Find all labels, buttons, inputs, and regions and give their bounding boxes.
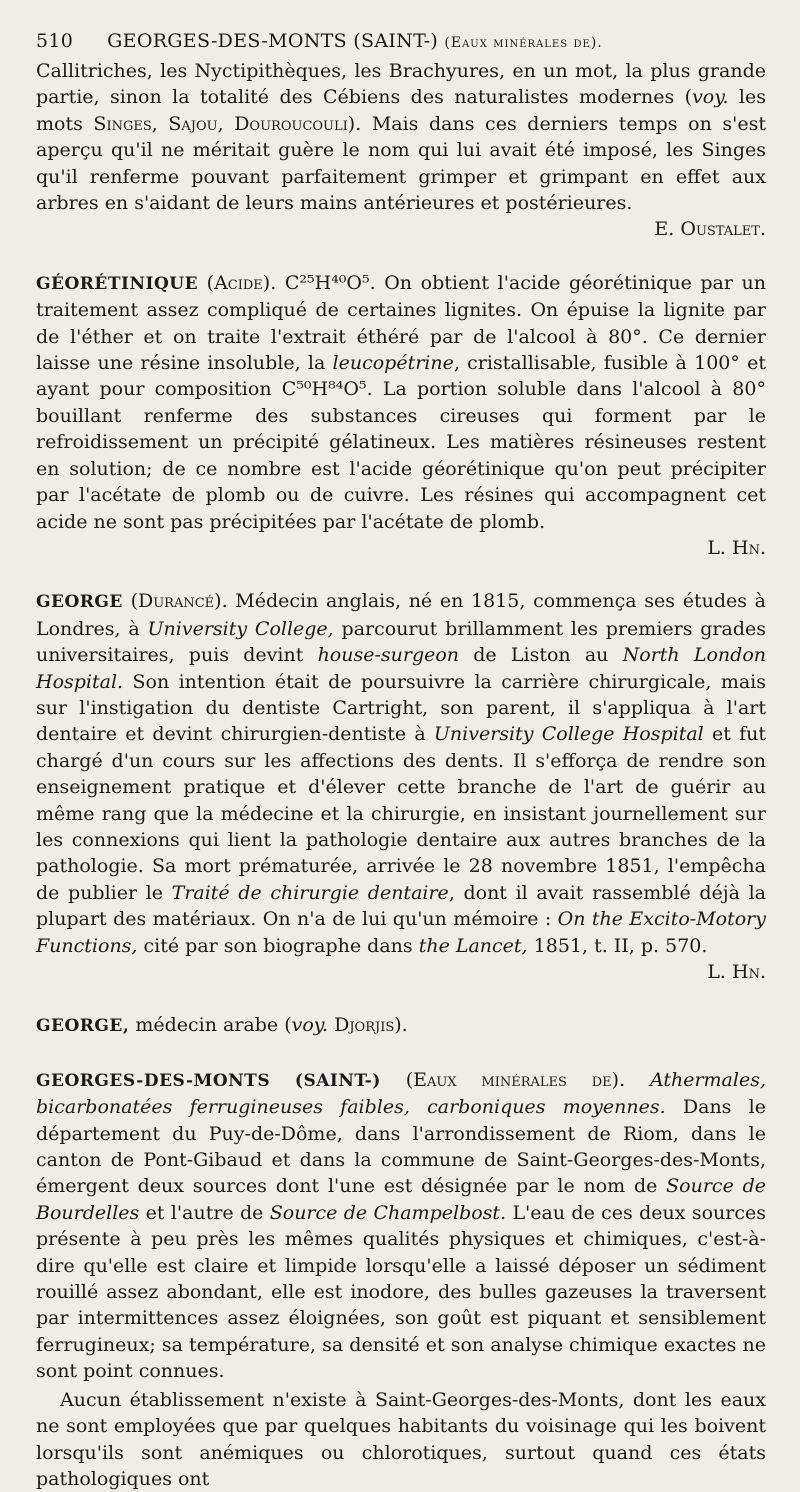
author-signature: E. Oustalet. <box>654 218 766 241</box>
entry-georetinique: GÉORÉTINIQUE (Acide). C²⁵H⁴⁰O⁵. On obtient l'acide géorétinique par un traitement assez compliqué de certaines lignites. On épuise la lignite par de l'éther et on traite l'extrait éthéré par de l'alcool à 80°. Ce dernier laisse une résine insoluble, la leucopétrine, cristallisable, fusible à 100° et ayant pour composition C⁵⁰H⁸⁴O⁵. La portion soluble dans l'alcool à 80° bouillant renferme des substances cireuses qui forment par le refroidissement un précipité gélatineux. Les matières résineuses restent en solution; de ce nombre est l'acide géorétinique qu'on peut précipiter par l'acétate de plomb ou de cuivre. Les résines qui accompagnent cet acide ne sont pas précipitées par l'acétate de plomb. L. Hn. <box>36 270 766 561</box>
entry-headword: GEORGE <box>36 592 123 613</box>
running-header <box>36 30 766 52</box>
page-number: 510 <box>36 30 74 52</box>
chemical-formula: C⁵⁰H⁸⁴O⁵ <box>281 378 367 401</box>
entry-headword: GÉORÉTINIQUE <box>36 273 199 294</box>
entry-george-arabe: GEORGE, médecin arabe (voy. Djorjis). <box>36 1014 408 1037</box>
entry-continuation: Callitriches, les Nyctipithèques, les Brachyures, en un mot, la plus grande partie, sinon la totalité des Cébiens des naturalistes modernes (voy. les mots Singes, Sajou, Douroucouli). Mais dans ces derniers temps on s'est aperçu qu'il ne méritait guère le nom qui lui avait été imposé, les Singes qu'il renferme pouvant parfaitement grimper et grimpant en effet aux arbres en s'aidant de leurs mains antérieures et postérieures. E. Oustalet. <box>36 58 766 243</box>
dictionary-page <box>36 30 766 1492</box>
running-title: GEORGES-DES-MONTS (SAINT-) <box>107 30 439 52</box>
entry-georges-des-monts: GEORGES-DES-MONTS (SAINT-) (Eaux minérales de). Athermales, bicarbonatées ferrugineuses faibles, carboniques moyennes. Dans le département du Puy-de-Dôme, dans l'arrondissement de Riom, dans le canton de Pont-Gibaud et dans la commune de Saint-Georges-des-Monts, émergent deux sources dont l'une est désignée par le nom de Source de Bourdelles et l'autre de Source de Champelbost. L'eau de ces deux sources présente à peu près les mêmes qualités physiques et chimiques, c'est-à-dire qu'elle est claire et limpide lorsqu'elle a laissé déposer un sédiment rouillé assez abondant, elle est inodore, des bulles gazeuses la traversent par intermittences assez éloignées, son goût est piquant et sensiblement ferrugineux; sa température, sa densité et son analyse chimique exactes ne sont point connues. <box>36 1068 766 1383</box>
entry-headword: GEORGE, <box>36 1016 130 1037</box>
cross-reference: Djorjis <box>334 1014 395 1037</box>
author-signature: L. Hn. <box>707 961 766 983</box>
running-subtitle: (Eaux minérales de). <box>444 35 603 51</box>
cross-references: Singes, Sajou, Douroucouli <box>93 112 348 135</box>
entry-george-durance: GEORGE (Durancé). Médecin anglais, né en 1815, commença ses études à Londres, à University College, parcourut brillamment les premiers grades universitaires, puis devint house-surgeon de Liston au North London Hospital. Son intention était de poursuivre la carrière chirurgicale, mais sur l'instigation du dentiste Cartright, son parent, il s'appliqua à l'art dentaire et devint chirurgien-dentiste à University College Hospital et fut chargé d'un cours sur les affections des dents. Il s'efforça de rendre son enseignement pratique et d'élever cette branche de l'art de guérir au même rang que la médecine et la chirurgie, en insistant journellement sur les connexions qui lient la pathologie dentaire aux autres branches de la pathologie. Sa mort prématurée, arrivée le 28 novembre 1851, l'empêcha de publier le Traité de chirurgie dentaire, dont il avait rassemblé déjà la plupart des matériaux. On n'a de lui qu'un mémoire : On the Excito-Motory Functions, cité par son biographe dans the Lancet, 1851, t. II, p. 570. L. Hn. <box>36 588 766 985</box>
chemical-formula: C²⁵H⁴⁰O⁵. <box>284 271 376 294</box>
entry-headword: GEORGES-DES-MONTS <box>36 1070 271 1091</box>
entry-georges-paragraph-2: Aucun établissement n'existe à Saint-Georges-des-Monts, dont les eaux ne sont employées que par quelques habitants du voisinage qui les boivent lorsqu'ils sont anémiques ou chlorotiques, surtout quand ces états pathologiques ont <box>36 1388 766 1490</box>
author-signature: L. Hn. <box>707 536 766 559</box>
